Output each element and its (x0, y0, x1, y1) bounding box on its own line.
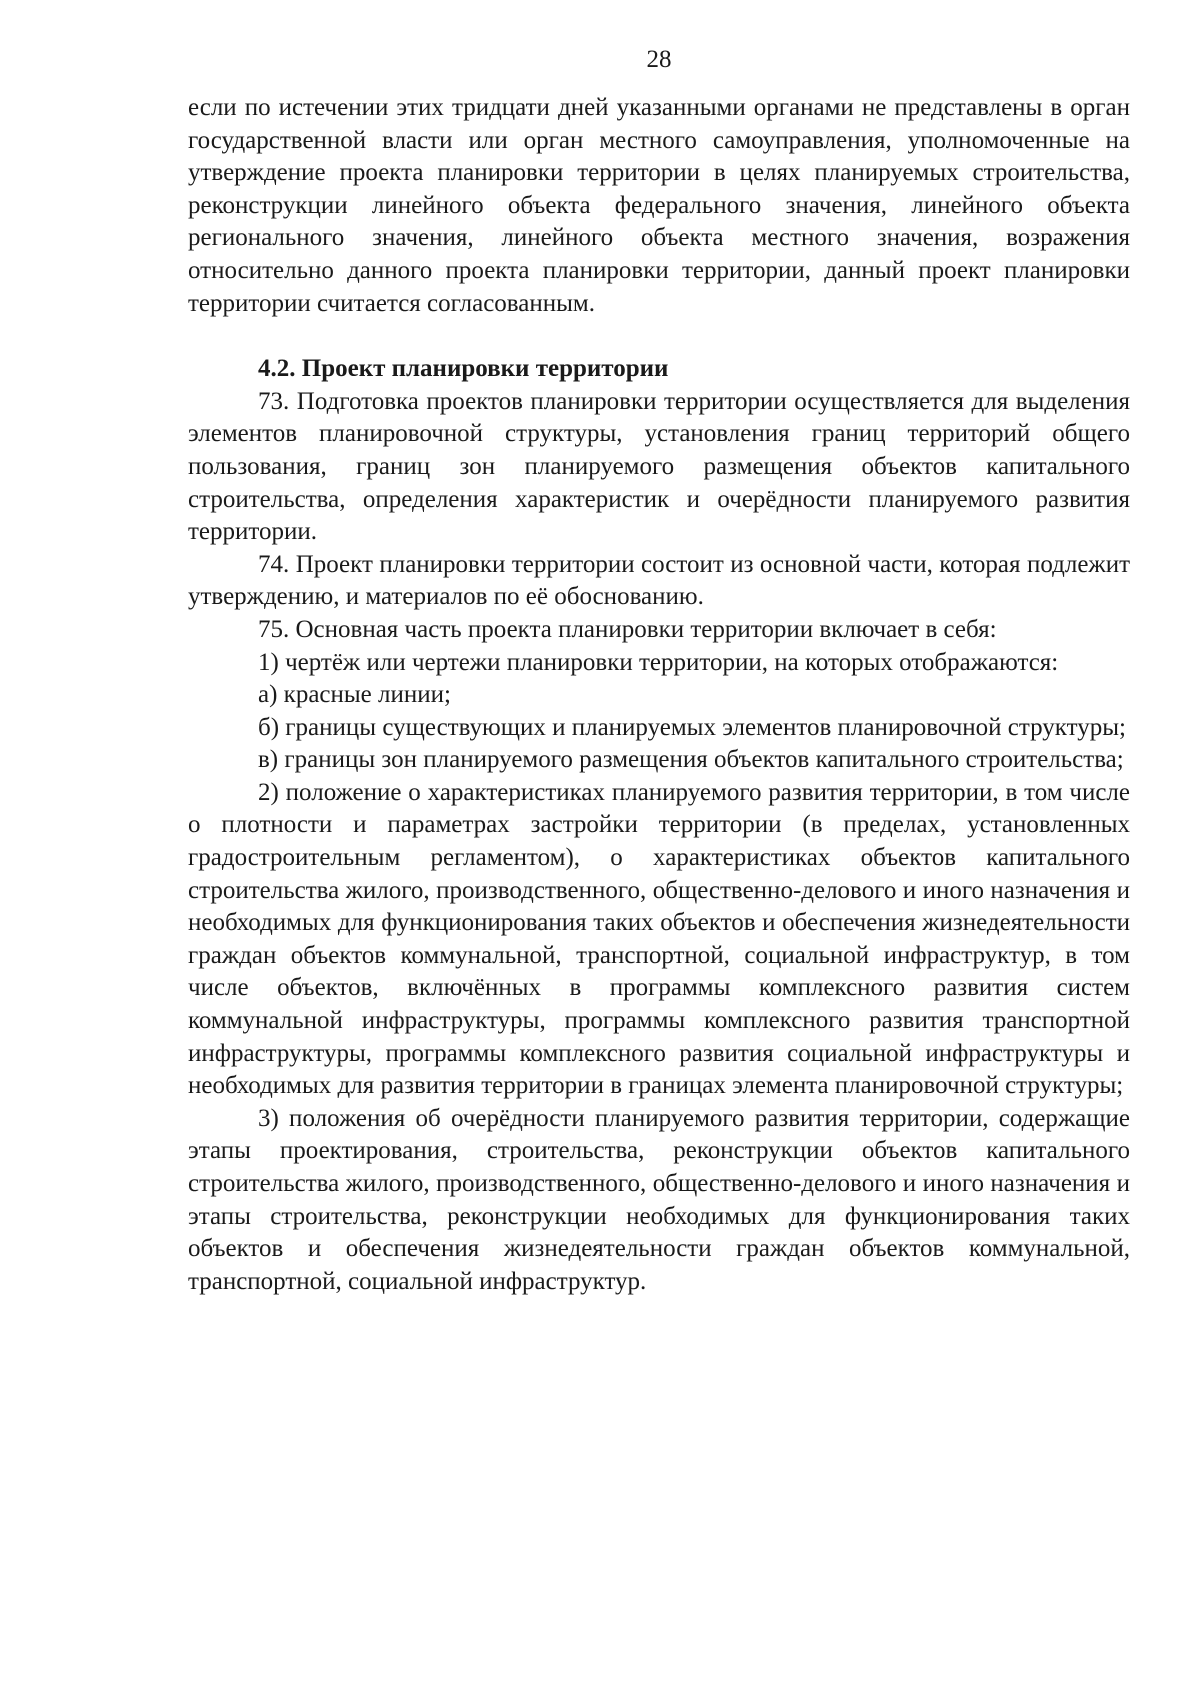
list-item-3: 3) положения об очерёдности планируемого развития территории, содержащие этапы проектирования, строительства, реконструкции объектов капитального строительства жилого, производственного, общественно-делового и иного назначения и этапы строительства, реконструкции необходимых для функционирования таких объектов и обеспечения жизнедеятельности граждан объектов коммунальной, транспортной, социальной инфраструктур. (188, 1104, 1130, 1295)
list-item-1: 1) чертёж или чертежи планировки территории, на которых отображаются: (258, 648, 1059, 676)
page-number: 28 (646, 46, 672, 73)
continuation-paragraph: если по истечении этих тридцати дней указанными органами не представлены в орган государственной власти или орган местного самоуправления, уполномоченные на утверждение проекта планировки территории в целях планируемых строительства, реконструкции линейного объекта федерального значения, линейного объекта регионального значения, линейного объекта местного значения, возражения относительно данного проекта планировки территории, данный проект планировки территории считается согласованным. (188, 94, 1130, 317)
document-body (188, 92, 1130, 1298)
sub-item-b: б) границы существующих и планируемых элементов планировочной структуры; (258, 713, 1126, 741)
section-heading: 4.2. Проект планировки территории (258, 355, 669, 383)
sub-item-a: а) красные линии; (258, 681, 451, 709)
paragraph-73: 73. Подготовка проектов планировки территории осуществляется для выделения элементов планировочной структуры, установления границ территорий общего пользования, границ зон планируемого размещения объектов капитального строительства, определения характеристик и очерёдности планируемого развития территории. (188, 387, 1130, 546)
sub-item-v: в) границы зон планируемого размещения объектов капитального строительства; (258, 746, 1124, 774)
list-item-2: 2) положение о характеристиках планируемого развития территории, в том числе о плотности и параметрах застройки территории (в пределах, установленных градостроительным регламентом), о характеристиках объектов капитального строительства жилого, производственного, общественно-делового и иного назначения и необходимых для функционирования таких объектов и обеспечения жизнедеятельности граждан объектов коммунальной, транспортной, социальной инфраструктур, в том числе объектов, включённых в программы комплексного развития систем коммунальной инфраструктуры, программы комплексного развития транспортной инфраструктуры, программы комплексного развития социальной инфраструктуры и необходимых для развития территории в границах элемента планировочной структуры; (188, 778, 1130, 1100)
paragraph-74: 74. Проект планировки территории состоит из основной части, которая подлежит утверждению, и материалов по её обоснованию. (188, 550, 1130, 611)
paragraph-75: 75. Основная часть проекта планировки территории включает в себя: (258, 615, 997, 643)
